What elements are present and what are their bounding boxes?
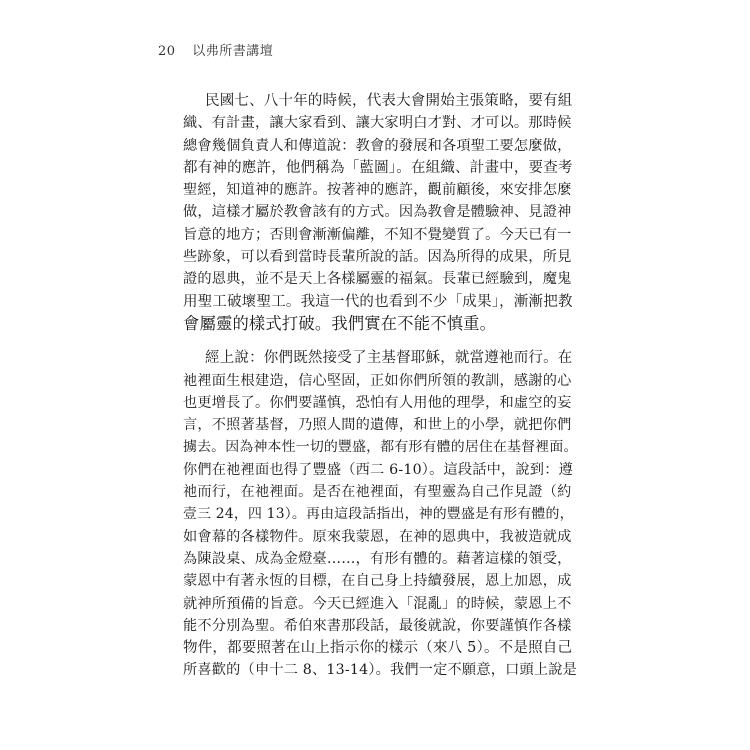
page-number: 20 xyxy=(158,44,176,59)
body-text xyxy=(183,90,578,682)
text-line: 些跡象，可以看到當時長輩所說的話。因為所得的成果，所見 xyxy=(183,249,572,266)
text-line: 所喜歡的（申十二 8、13-14）。我們一定不願意，口頭上說是 xyxy=(183,662,578,679)
text-line: 如會幕的各樣物件。原來我蒙恩，在神的恩典中，我被造就成 xyxy=(183,528,572,545)
text-line: 就神所預備的旨意。今天已經進入「混亂」的時候，蒙恩上不 xyxy=(183,595,572,612)
running-header xyxy=(158,40,273,59)
text-line: 祂而行，在祂裡面。是否在祂裡面，有聖靈為自己作見證（約 xyxy=(183,484,572,501)
text-line: 你們在祂裡面也得了豐盛（西二 6-10）。這段話中，說到：遵 xyxy=(183,461,573,478)
text-line: 織、有計畫，讓大家看到、讓大家明白才對、才可以。那時候 xyxy=(183,115,572,132)
text-line: 證的恩典，並不是天上各樣屬靈的福氣。長輩已經驗到，魔鬼 xyxy=(183,271,572,288)
text-line: 用聖工破壞聖工。我這一代的也看到不少「成果」，漸漸把教 xyxy=(183,293,573,310)
text-line: 都有神的應許，他們稱為「藍圖」。在組織、計畫中，要查考 xyxy=(183,159,573,176)
text-line: 擄去。因為神本性一切的豐盛，都有形有體的居住在基督裡面。 xyxy=(183,439,578,456)
text-line: 民國七、八十年的時候，代表大會開始主張策略，要有組 xyxy=(205,93,573,109)
text-line: 蒙恩中有著永恆的目標，在自己身上持續發展，恩上加恩，成 xyxy=(183,573,572,590)
text-line: 祂裡面生根建造，信心堅固，正如你們所領的教訓，感謝的心 xyxy=(183,372,572,389)
book-title: 以弗所書講壇 xyxy=(192,44,274,59)
text-line: 旨意的地方；否則會漸漸偏離，不知不覺變質了。今天已有一 xyxy=(183,226,572,243)
text-line: 能不分別為聖。希伯來書那段話，最後就說，你要謹慎作各樣 xyxy=(183,617,572,634)
text-line: 會屬靈的樣式打破。我們實在不能不慎重。 xyxy=(183,313,497,333)
text-line: 言，不照著基督，乃照人間的遺傳，和世上的小學，就把你們 xyxy=(183,417,572,434)
paragraph-1 xyxy=(183,90,578,335)
text-line: 物件，都要照著在山上指示你的樣示（來八 5）。不是照自己 xyxy=(183,640,573,657)
text-line: 壹三 24，四 13）。再由這段話指出，神的豐盛是有形有體的， xyxy=(183,506,574,523)
text-line: 總會幾個負責人和傳道說：教會的發展和各項聖工要怎麼做， xyxy=(183,137,572,154)
text-line: 做，這樣才屬於教會該有的方式。因為教會是體驗神、見證神 xyxy=(183,204,572,221)
text-line: 也更增長了。你們要謹慎，恐怕有人用他的理學，和虛空的妄 xyxy=(183,394,572,411)
text-line: 聖經，知道神的應許。按著神的應許，觀前顧後，來安排怎麼 xyxy=(183,182,572,199)
text-line: 為陳設桌、成為金燈臺……，有形有體的。藉著這樣的領受， xyxy=(183,550,572,567)
text-line: 經上說：你們既然接受了主基督耶穌，就當遵祂而行。在 xyxy=(205,350,573,367)
paragraph-2 xyxy=(183,347,578,681)
